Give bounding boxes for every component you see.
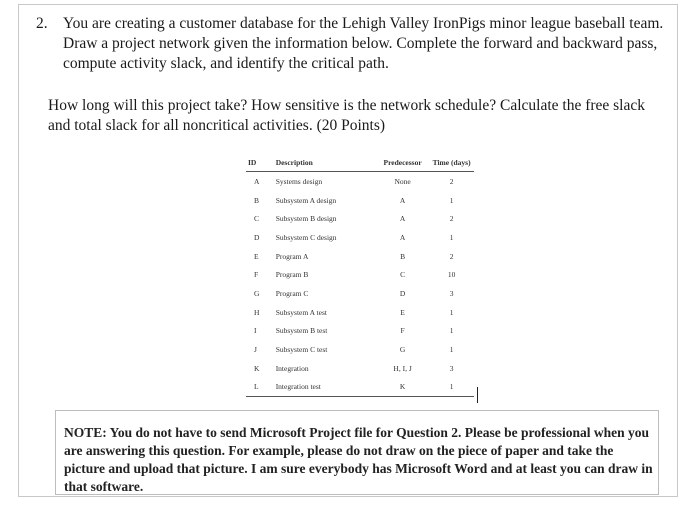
- activity-table: [246, 155, 474, 397]
- question-number: 2.: [36, 15, 48, 32]
- cell-id: F: [254, 270, 259, 280]
- cell-id: J: [254, 345, 257, 355]
- cell-time: 3: [449, 288, 454, 298]
- cell-time: 1: [449, 326, 454, 336]
- cell-time: 1: [449, 345, 454, 355]
- activity-table-container: [246, 155, 474, 397]
- cell-predecessor: A: [399, 214, 406, 224]
- cell-description: Program A: [275, 251, 309, 261]
- cell-description: Integration: [275, 363, 309, 373]
- cell-description: Integration test: [274, 378, 376, 397]
- cell-time: 2: [449, 214, 454, 224]
- table-row: [246, 340, 474, 359]
- table-row: [246, 228, 474, 247]
- cell-description: Subsystem C design: [275, 232, 337, 242]
- cell-id: B: [254, 195, 260, 205]
- table-row: [246, 303, 474, 322]
- cell-id: L: [246, 378, 274, 397]
- cell-predecessor: G: [399, 345, 406, 355]
- table-row: [246, 284, 474, 303]
- cell-description: Subsystem B test: [275, 326, 328, 336]
- cell-id: G: [254, 288, 260, 298]
- cell-predecessor: E: [400, 307, 405, 317]
- cell-id: C: [254, 214, 260, 224]
- cell-time: 1: [449, 232, 454, 242]
- table-row: [246, 247, 474, 266]
- cell-id: D: [254, 232, 260, 242]
- header-time: Time (days): [429, 155, 474, 172]
- cell-id: E: [254, 251, 259, 261]
- cell-id: A: [254, 176, 260, 186]
- cell-description: Subsystem A test: [275, 307, 327, 317]
- cell-description: Subsystem C test: [275, 345, 328, 355]
- cell-time: 1: [449, 195, 454, 205]
- question-followup: How long will this project take? How sensitive is the network schedule? Calculate the free slack and total slack for all noncritical activities. (20 Points): [48, 97, 645, 134]
- cell-description: Subsystem A design: [275, 195, 337, 205]
- cell-time: 2: [449, 176, 454, 186]
- cell-time: 2: [449, 251, 454, 261]
- cell-time: 1: [449, 307, 454, 317]
- cell-predecessor: None: [394, 176, 411, 186]
- table-row: [246, 191, 474, 210]
- table-row: [246, 322, 474, 341]
- cell-predecessor: H, I, J: [393, 363, 412, 373]
- text-cursor: [477, 387, 478, 403]
- cell-predecessor: K: [376, 378, 429, 397]
- cell-description: Program C: [275, 288, 309, 298]
- cell-predecessor: A: [399, 232, 406, 242]
- header-predecessor: Predecessor: [376, 155, 429, 172]
- table-row: [246, 265, 474, 284]
- table-row: [246, 209, 474, 228]
- cell-description: Systems design: [275, 176, 323, 186]
- question-text: You are creating a customer database for the Lehigh Valley IronPigs minor league baseball team. Draw a project network given the information below. Complete the forward and backward pass, compute activity slack, and identify the critical path.: [63, 15, 664, 72]
- cell-time: 3: [449, 363, 454, 373]
- table-header-row: [246, 155, 474, 172]
- cell-id: I: [254, 326, 257, 336]
- header-description: Description: [274, 155, 376, 172]
- cell-predecessor: C: [400, 270, 406, 280]
- header-id: ID: [246, 155, 274, 172]
- cell-id: K: [254, 363, 260, 373]
- table-row: [246, 359, 474, 378]
- cell-id: H: [254, 307, 260, 317]
- cell-predecessor: A: [399, 195, 406, 205]
- note-text: NOTE: You do not have to send Microsoft Project file for Question 2. Please be professional when you are answering this question. For example, please do not draw on the piece of paper and take the picture and upload that picture. I am sure everybody has Microsoft Word and at least you can draw in that software.: [64, 425, 653, 494]
- cell-time: 10: [447, 270, 456, 280]
- cell-time: 1: [429, 378, 474, 397]
- cell-predecessor: F: [400, 326, 405, 336]
- cell-description: Subsystem B design: [275, 214, 337, 224]
- table-row: [246, 172, 474, 191]
- cell-predecessor: B: [400, 251, 406, 261]
- cell-predecessor: D: [399, 288, 406, 298]
- cell-description: Program B: [275, 270, 309, 280]
- table-row: [246, 378, 474, 397]
